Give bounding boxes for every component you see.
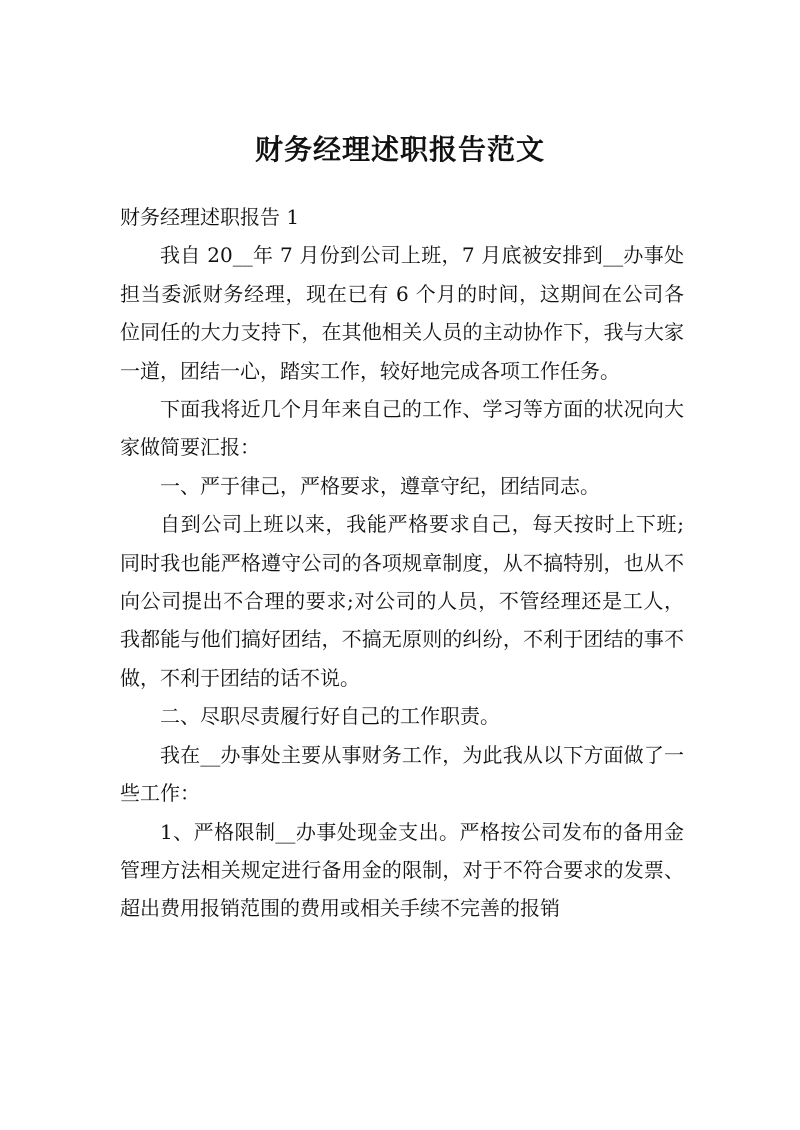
document-title: 财务经理述职报告范文: [254, 133, 545, 166]
paragraph-section-2: 我在__办事处主要从事财务工作，为此我从以下方面做了一些工作：: [120, 742, 684, 806]
section-heading-1: 一、严于律己，严格要求，遵章守纪，团结同志。: [160, 473, 600, 498]
report-subheading: 财务经理述职报告 1: [120, 205, 300, 229]
section-heading-2: 二、尽职尽责履行好自己的工作职责。: [160, 704, 500, 729]
paragraph-overview: 下面我将近几个月年来自己的工作、学习等方面的状况向大家做简要汇报：: [120, 397, 684, 460]
document-body: [120, 198, 684, 928]
paragraph-item-1: 1、严格限制__办事处现金支出。严格按公司发布的备用金管理方法相关规定进行备用金的限制，对于不符合要求的发票、超出费用报销范围的费用或相关手续不完善的报销: [120, 819, 684, 921]
paragraph-intro: 我自 20__年 7 月份到公司上班，7 月底被安排到__办事处担当委派财务经理，现在已有 6 个月的时间，这期间在公司各位同任的大力支持下，在其他相关人员的主动协作下，我与大家一道，团结一心，踏实工作，较好地完成各项工作任务。: [120, 243, 684, 383]
paragraph-section-1: 自到公司上班以来，我能严格要求自己，每天按时上下班;同时我也能严格遵守公司的各项规章制度，从不搞特别，也从不向公司提出不合理的要求;对公司的人员，不管经理还是工人，我都能与他们搞好团结，不搞无原则的纠纷，不利于团结的事不做，不利于团结的话不说。: [120, 512, 684, 690]
